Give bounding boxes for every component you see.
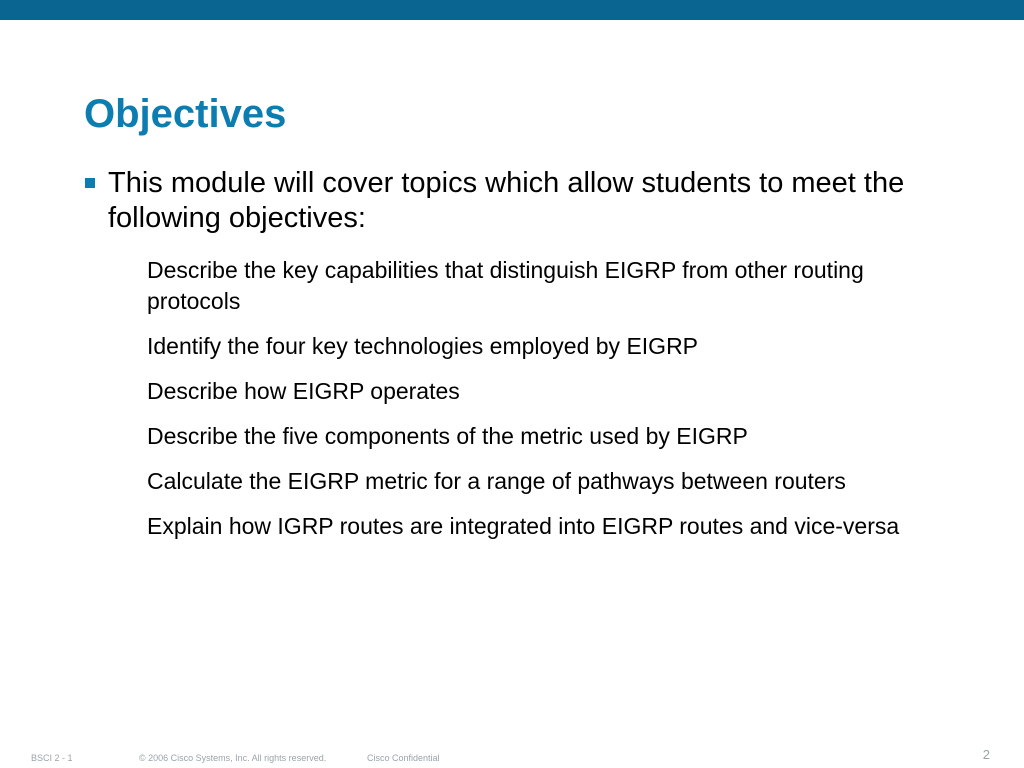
objective-item: Describe the key capabilities that distinguish EIGRP from other routing protocols: [147, 257, 864, 314]
objectives-list: [147, 255, 957, 556]
objective-item: Calculate the EIGRP metric for a range of pathways between routers: [147, 468, 846, 494]
footer-course-code: BSCI 2 - 1: [31, 753, 73, 763]
objective-item: Describe how EIGRP operates: [147, 378, 460, 404]
lead-text: This module will cover topics which allow students to meet the following objectives:: [108, 167, 905, 234]
footer-copyright: © 2006 Cisco Systems, Inc. All rights reserved.: [139, 753, 327, 763]
objective-item: Identify the four key technologies employed by EIGRP: [147, 333, 699, 359]
objective-item: Describe the five components of the metric used by EIGRP: [147, 423, 748, 449]
slide-title: Objectives: [84, 92, 287, 136]
lead-bullet-item: [84, 166, 944, 236]
square-bullet-icon: [85, 178, 95, 188]
header-band: [0, 0, 1024, 20]
footer-confidential: Cisco Confidential: [367, 753, 440, 763]
objective-item: Explain how IGRP routes are integrated into EIGRP routes and vice-versa: [147, 513, 900, 539]
page-number: 2: [982, 747, 990, 762]
